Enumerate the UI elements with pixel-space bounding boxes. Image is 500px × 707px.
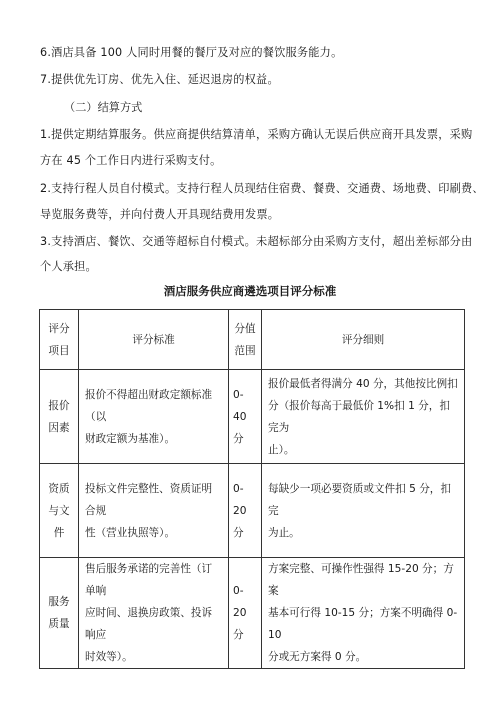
header-standard [79, 310, 229, 370]
header-standard-label: 评分标准 [132, 333, 175, 346]
row-details-cell [262, 370, 465, 464]
settlement-item-3-line-2: 个人承担。 [40, 260, 97, 273]
row-details-line: 分或无方案得 0 分。 [268, 651, 367, 663]
header-details-label: 评分细则 [341, 333, 385, 346]
row-standard-line: 时效等）。 [85, 651, 133, 663]
table-row [40, 370, 465, 464]
row-range-line: 0-40 [233, 388, 247, 423]
header-range [229, 310, 262, 370]
row-item-cell [40, 558, 79, 669]
header-range-line-2: 范围 [234, 344, 256, 357]
row-details-line: 为止。 [268, 526, 300, 539]
row-range-line: 分 [233, 526, 244, 539]
row-details-line: 方案完整、可操作性强得 15-20 分；方案 [268, 563, 454, 597]
settlement-item-2-line-1: 2.支持行程人员自付模式。支持行程人员现结住宿费、餐费、交通费、场地费、印刷费、 [40, 182, 484, 195]
row-range-cell [229, 558, 262, 669]
header-item [40, 310, 79, 370]
row-item-line: 报价 [48, 399, 70, 412]
settlement-item-3-line-1: 3.支持酒店、餐饮、交通等超标自付模式。未超标部分由采购方支付，超出差标部分由 [40, 235, 473, 248]
row-standard-cell [79, 558, 229, 669]
row-range-line: 分 [233, 629, 244, 641]
row-item-line: 件 [53, 526, 65, 539]
row-range-cell [229, 370, 262, 464]
row-standard-line: 财政定额为基准）。 [85, 432, 176, 445]
row-standard-line: 报价不得超出财政定额标准（以 [85, 388, 213, 423]
row-range-line: 分 [233, 432, 244, 445]
row-details-line: 止）。 [268, 443, 295, 456]
paragraph-item-7: 7.提供优先订房、优先入住、延迟退房的权益。 [40, 73, 279, 86]
row-details-cell [262, 464, 465, 558]
row-standard-cell [79, 464, 229, 558]
header-range-line-1: 分值 [234, 322, 256, 335]
row-details-cell [262, 558, 465, 669]
row-standard-line: 售后服务承诺的完善性（订单响 [85, 563, 213, 597]
row-item-line: 质量 [48, 618, 70, 630]
header-item-line-1: 评分 [48, 322, 70, 335]
paragraph-item-6: 6.酒店具备 100 人同时用餐的餐厅及对应的餐饮服务能力。 [40, 46, 343, 59]
settlement-item-2-line-2: 导览服务费等，并向付费人开具现结费用发票。 [40, 208, 280, 221]
row-item-line: 因素 [48, 421, 70, 434]
row-range-line: 0-20 [233, 482, 247, 517]
header-details [262, 310, 465, 370]
table-title: 酒店服务供应商遴选项目评分标准 [163, 284, 337, 298]
row-item-line: 资质 [48, 482, 70, 495]
row-details-line: 报价最低者得满分 40 分，其他按比例扣 [268, 377, 458, 390]
row-details-line: 每缺少一项必要资质或文件扣 5 分，扣完 [268, 482, 451, 517]
table-header-row [40, 310, 465, 370]
row-item-line: 服务 [48, 596, 70, 608]
table-row [40, 558, 465, 669]
row-item-cell [40, 370, 79, 464]
row-item-cell [40, 464, 79, 558]
settlement-item-1-line-2: 方在 45 个工作日内进行采购支付。 [40, 154, 222, 167]
row-details-line: 分（报价每高于最低价 1%扣 1 分，扣完为 [268, 399, 450, 434]
scoring-table [39, 309, 465, 669]
row-range-cell [229, 464, 262, 558]
row-range-line: 0-20 [233, 585, 247, 619]
table-row [40, 464, 465, 558]
row-standard-line: 投标文件完整性、资质证明合规 [85, 482, 213, 517]
row-standard-cell [79, 370, 229, 464]
row-item-line: 与文 [48, 504, 70, 517]
header-item-line-2: 项目 [48, 344, 70, 357]
row-standard-line: 性（营业执照等）。 [85, 526, 176, 539]
row-details-line: 基本可行得 10-15 分；方案不明确得 0-10 [268, 607, 458, 641]
section-heading-settlement: （二）结算方式 [64, 101, 143, 114]
settlement-item-1-line-1: 1.提供定期结算服务。供应商提供结算清单，采购方确认无误后供应商开具发票，采购 [40, 128, 473, 141]
row-standard-line: 应时间、退换房政策、投诉响应 [85, 607, 213, 641]
